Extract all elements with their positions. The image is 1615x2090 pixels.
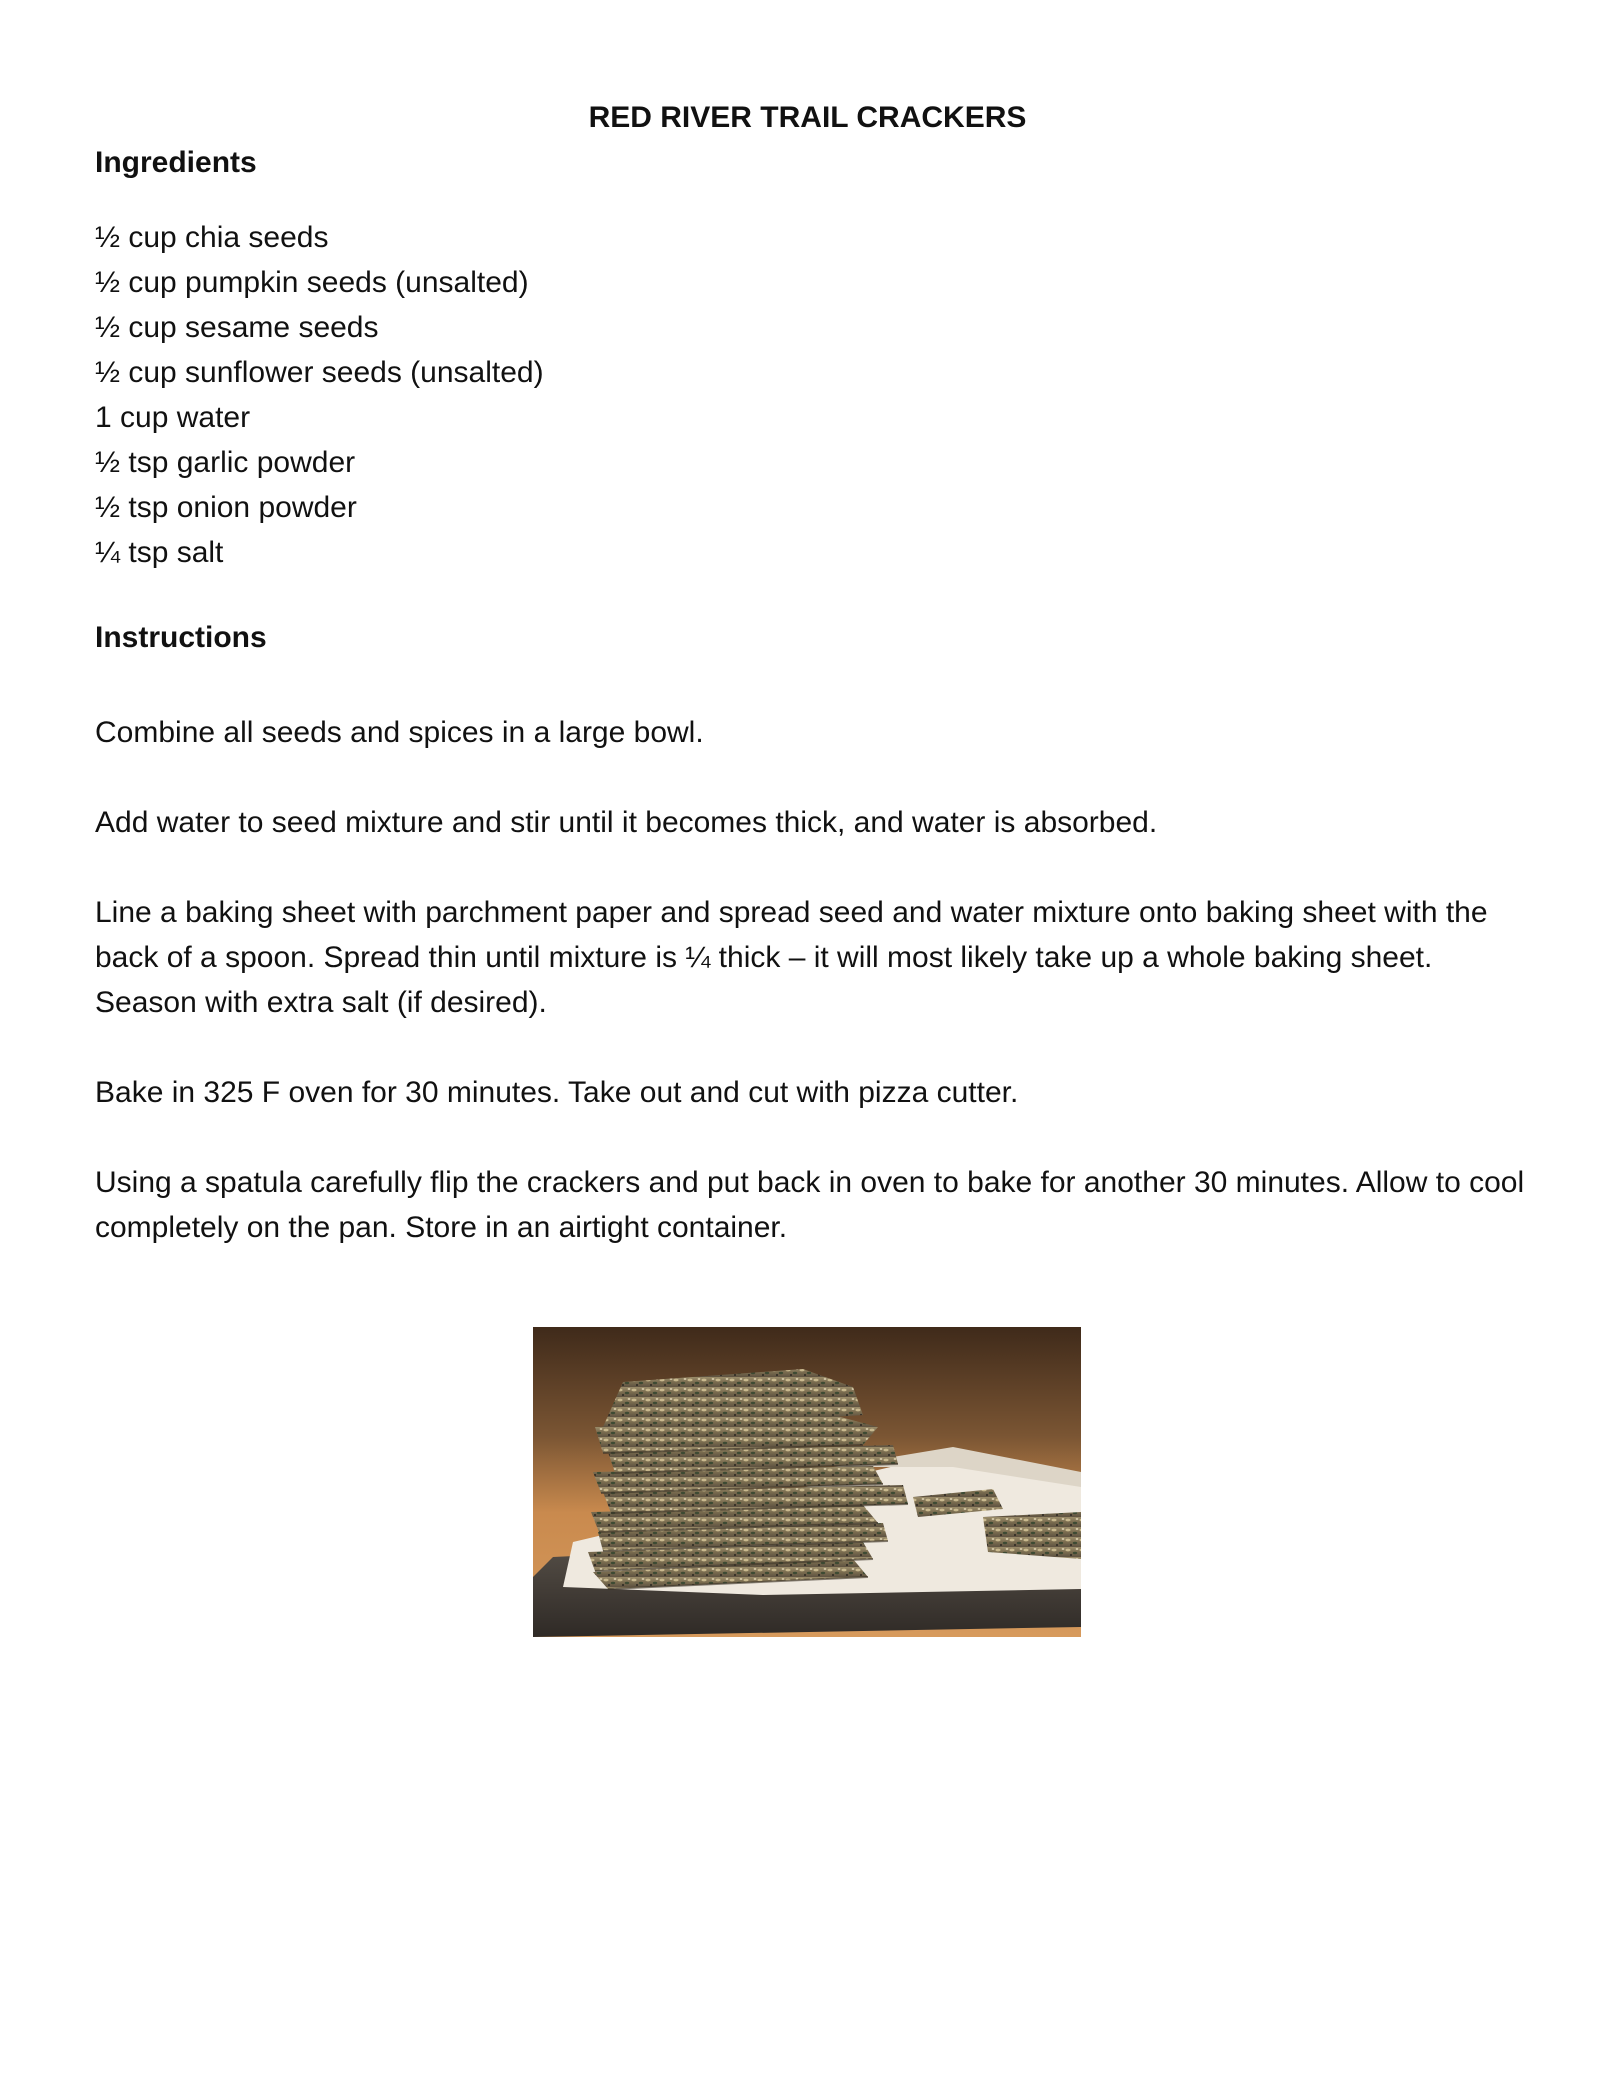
list-item: ½ cup pumpkin seeds (unsalted): [95, 266, 529, 299]
instruction-step: Bake in 325 F oven for 30 minutes. Take out and cut with pizza cutter.: [95, 1076, 1019, 1109]
list-item: ½ tsp garlic powder: [95, 446, 356, 479]
list-item: ¼ tsp salt: [95, 536, 224, 569]
instruction-step: Using a spatula carefully flip the crackers and put back in oven to bake for another 30 minutes. Allow to cool completely on the pan. Store in an airtight container.: [95, 1166, 1525, 1244]
instructions-body: [95, 710, 1525, 1295]
ingredients-list: [95, 215, 544, 575]
instructions-heading: Instructions: [95, 621, 267, 654]
instruction-step: Line a baking sheet with parchment paper and spread seed and water mixture onto baking sheet with the back of a spoon. Spread thin until mixture is ¼ thick – it will most likely take up a whole baking sheet. Season with extra salt (if desired).: [95, 896, 1488, 1019]
recipe-title: RED RIVER TRAIL CRACKERS: [588, 101, 1027, 134]
ingredients-heading: Ingredients: [95, 146, 257, 179]
list-item: ½ cup chia seeds: [95, 221, 329, 254]
list-item: ½ cup sesame seeds: [95, 311, 379, 344]
instruction-step: Add water to seed mixture and stir until it becomes thick, and water is absorbed.: [95, 806, 1158, 839]
list-item: ½ cup sunflower seeds (unsalted): [95, 356, 544, 389]
list-item: ½ tsp onion powder: [95, 491, 357, 524]
list-item: 1 cup water: [95, 401, 251, 434]
cracker-stack-photo: [533, 1327, 1081, 1637]
instruction-step: Combine all seeds and spices in a large bowl.: [95, 716, 704, 749]
